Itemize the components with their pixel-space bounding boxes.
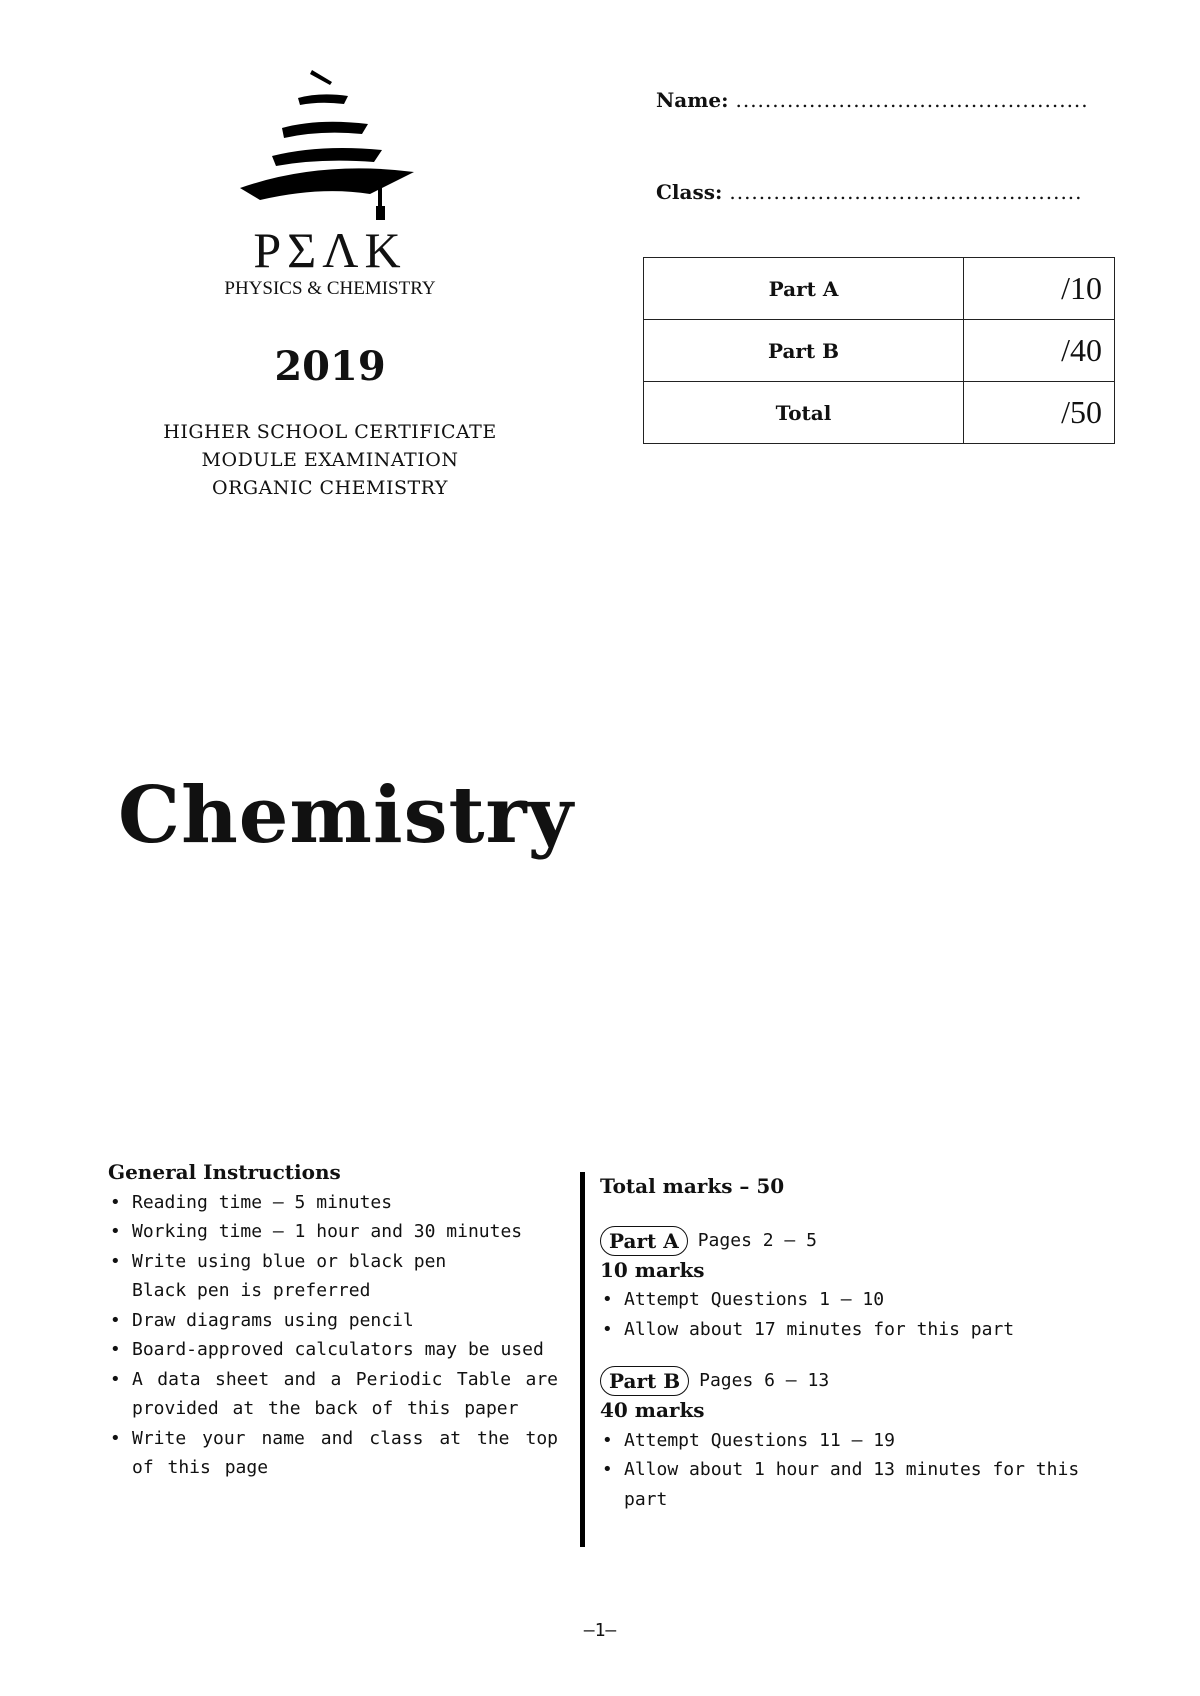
exam-description: [100, 418, 560, 502]
exam-line: MODULE EXAMINATION: [201, 449, 459, 471]
part-a-marks: 10 marks: [600, 1257, 705, 1282]
score-cell[interactable]: /40: [964, 320, 1115, 382]
list-item: • Write using blue or black pen: [108, 1247, 558, 1277]
name-field[interactable]: [656, 88, 1116, 112]
list-item: • Board-approved calculators may be used: [108, 1335, 558, 1365]
instructions-heading: General Instructions: [108, 1160, 341, 1184]
list-item: • Attempt Questions 1 – 10: [600, 1285, 1120, 1315]
table-row: [644, 320, 1115, 382]
class-label: Class:: [656, 180, 723, 204]
score-cell[interactable]: /50: [964, 382, 1115, 444]
list-item: • A data sheet and a Periodic Table are provided at the back of this paper: [108, 1365, 558, 1424]
list-item: • Draw diagrams using pencil: [108, 1306, 558, 1336]
divider: [580, 1172, 585, 1547]
part-cell: Part A: [644, 258, 964, 320]
list-item: • Attempt Questions 11 – 19: [600, 1426, 1120, 1456]
exam-line: ORGANIC CHEMISTRY: [212, 477, 448, 499]
list-item: • Reading time – 5 minutes: [108, 1188, 558, 1218]
part-b-badge: Part B: [600, 1366, 689, 1396]
list-item: • Allow about 17 minutes for this part: [600, 1315, 1120, 1345]
score-cell[interactable]: /10: [964, 258, 1115, 320]
exam-line: HIGHER SCHOOL CERTIFICATE: [163, 421, 497, 443]
list-subitem: Black pen is preferred: [132, 1280, 371, 1301]
list-item: • Write your name and class at the top of this page: [108, 1424, 558, 1483]
part-a-badge: Part A: [600, 1226, 688, 1256]
table-row: [644, 258, 1115, 320]
subject-title: Chemistry: [118, 770, 574, 861]
page-number: –1–: [583, 1620, 617, 1641]
table-row: [644, 382, 1115, 444]
list-item: • Working time – 1 hour and 30 minutes: [108, 1217, 558, 1247]
name-label: Name:: [656, 88, 729, 112]
graduation-cap-stacked-logo-icon: [220, 60, 420, 220]
part-b-header: [600, 1366, 1120, 1396]
peak-logo: [190, 60, 470, 310]
part-a-pages: Pages 2 – 5: [697, 1229, 817, 1251]
brand-name: PΣΛK: [253, 222, 407, 278]
marks-table: [643, 257, 1115, 444]
part-cell: Total: [644, 382, 964, 444]
list-item: • Allow about 1 hour and 13 minutes for this part: [600, 1455, 1120, 1514]
name-dots: ................................................: [735, 88, 1089, 112]
class-dots: ................................................: [729, 180, 1083, 204]
part-b-pages: Pages 6 – 13: [699, 1370, 830, 1392]
part-cell: Part B: [644, 320, 964, 382]
part-b-marks: 40 marks: [600, 1398, 705, 1422]
class-field[interactable]: [656, 180, 1116, 204]
part-a-header: [600, 1226, 1120, 1256]
exam-year: 2019: [274, 343, 386, 390]
marks-summary: [600, 1172, 1120, 1514]
total-marks: Total marks – 50: [600, 1174, 785, 1198]
general-instructions: [108, 1158, 558, 1483]
brand-subtitle: PHYSICS & CHEMISTRY: [224, 278, 436, 299]
